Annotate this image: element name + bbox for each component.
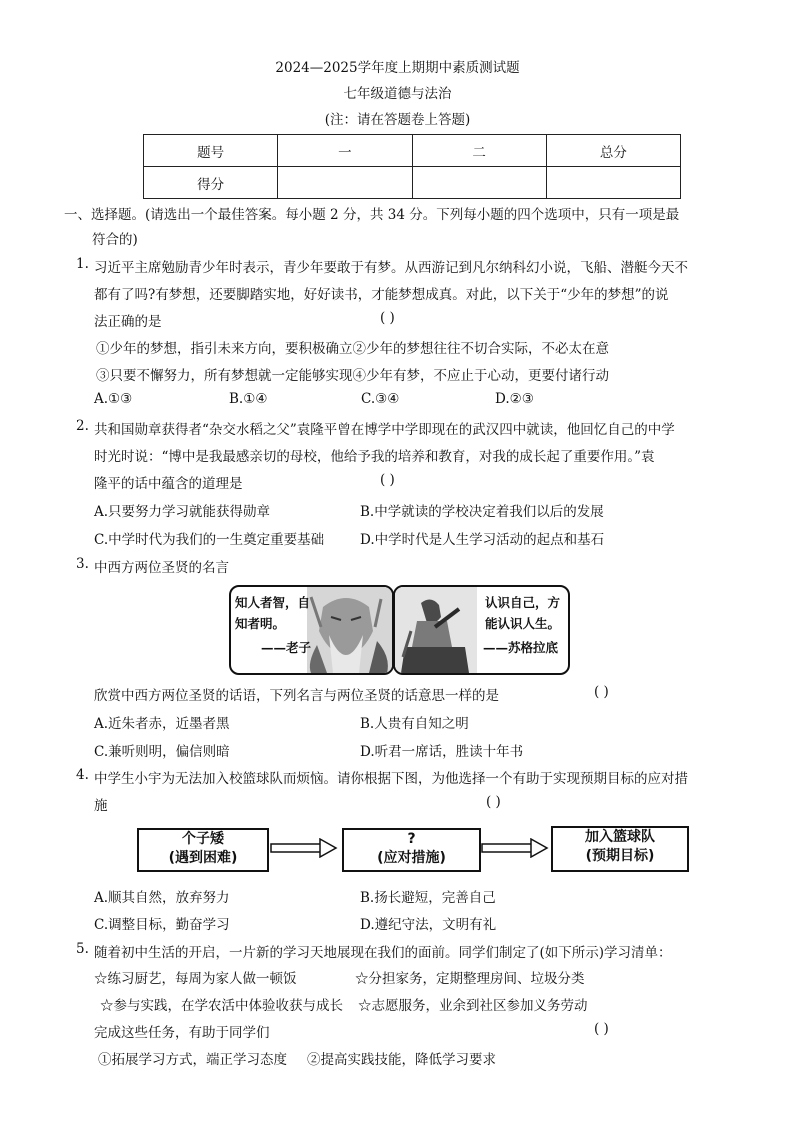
question-stem-line: 共和国勋章获得者“杂交水稻之父”袁隆平曾在博学中学即现在的武汉四中就读，他回忆自己的中学: [94, 422, 675, 438]
flow-box-title: 加入篮球队: [585, 829, 655, 845]
question-stem-line: 随着初中生活的开启，一片新的学习天地展现在我们的面前。同学们制定了(如下所示)学习清单：: [94, 945, 672, 961]
arrow-right-icon: [270, 838, 338, 858]
score-cell-part2: [412, 167, 546, 199]
exam-title: 2024—2025学年度上期期中素质测试题: [275, 60, 520, 76]
flow-box-subtitle: (遇到困难): [168, 850, 238, 866]
flow-box-title: ?: [407, 831, 416, 847]
task-list-item: ☆参与实践，在学农活中体验收获与成长: [100, 998, 343, 1014]
option-c: C.兼听则明，偏信则暗: [94, 744, 230, 760]
statement-line: ①少年的梦想，指引未来方向，要积极确立②少年的梦想往往不切合实际，不必太在意: [96, 341, 609, 357]
question-stem-line: 隆平的话中蕴含的道理是: [94, 476, 243, 492]
score-row-label: 得分: [144, 167, 278, 199]
question-number: 1.: [76, 256, 89, 272]
question-stem-line: 中西方两位圣贤的名言: [94, 560, 229, 576]
option-d: D.中学时代是人生学习活动的起点和基石: [360, 532, 605, 548]
score-table: [143, 134, 681, 199]
task-list-item: ☆分担家务，定期整理房间、垃圾分类: [355, 971, 585, 987]
answer-parenthesis: ( ): [380, 472, 395, 488]
option-a: A.①③: [94, 391, 133, 407]
section-heading-line1: 一、选择题。(请选出一个最佳答案。每小题 2 分，共 34 分。下列每小题的四个选项中，只有一项是最: [64, 207, 680, 223]
score-header-number: 题号: [144, 135, 278, 167]
option-a: A.近朱者赤，近墨者黑: [94, 716, 230, 732]
laozi-quote-line: 知者明。: [235, 616, 286, 631]
question-number: 3.: [76, 556, 89, 572]
answer-parenthesis: ( ): [380, 310, 395, 326]
laozi-quote-line: 知人者智，自: [235, 595, 311, 610]
exam-note: (注：请在答题卷上答题): [324, 112, 471, 128]
question-number: 2.: [76, 418, 89, 434]
laozi-attribution: ——老子: [261, 640, 312, 655]
option-a: A.只要努力学习就能获得勋章: [94, 504, 271, 520]
statement-line: ②提高实践技能，降低学习要求: [307, 1052, 496, 1068]
score-header-part2: 二: [412, 135, 546, 167]
option-a: A.顺其自然，放弃努力: [94, 890, 230, 906]
question-stem-line: 中学生小宇为无法加入校篮球队而烦恼。请你根据下图，为他选择一个有助于实现预期目标的应对措: [94, 771, 688, 787]
socrates-quote-line: 能认识人生。: [485, 616, 561, 631]
flow-box-title: 个子矮: [182, 831, 224, 847]
option-b: B.①④: [229, 391, 268, 407]
statement-line: ③只要不懈努力，所有梦想就一定能够实现④少年有梦，不应止于心动，更要付诸行动: [96, 368, 609, 384]
answer-parenthesis: ( ): [594, 1021, 609, 1037]
option-d: D.听君一席话，胜读十年书: [360, 744, 524, 760]
question-stem-line: 施: [94, 798, 108, 814]
laozi-quote-card: [229, 585, 394, 675]
socrates-quote-card: [393, 585, 570, 675]
option-b: B.中学就读的学校决定着我们以后的发展: [360, 504, 604, 520]
arrow-right-icon: [481, 838, 549, 858]
answer-parenthesis: ( ): [486, 794, 501, 810]
question-stem-line: 时光时说：“博中是我最感亲切的母校，他给予我的培养和教育，对我的成长起了重要作用。”袁: [94, 449, 655, 465]
option-d: D.遵纪守法，文明有礼: [360, 917, 497, 933]
option-c: C.③④: [361, 391, 400, 407]
statement-line: ①拓展学习方式，端正学习态度: [98, 1052, 287, 1068]
flow-box-measure: [342, 828, 481, 872]
option-b: B.扬长避短，完善自己: [360, 890, 496, 906]
socrates-attribution: ——苏格拉底: [483, 640, 559, 655]
socrates-quote-line: 认识自己，方: [485, 595, 561, 610]
flow-box-difficulty: [137, 828, 269, 872]
section-heading-line2: 符合的): [92, 232, 138, 248]
option-d: D.②③: [495, 391, 534, 407]
task-list-item: ☆练习厨艺，每周为家人做一顿饭: [94, 971, 297, 987]
option-c: C.中学时代为我们的一生奠定重要基础: [94, 532, 325, 548]
question-stem-line: 习近平主席勉励青少年时表示，青少年要敢于有梦。从西游记到凡尔纳科幻小说，飞船、潜艇今天不: [94, 260, 688, 276]
score-cell-total: [546, 167, 680, 199]
question-prompt: 完成这些任务，有助于同学们: [94, 1025, 270, 1041]
exam-subject: 七年级道德与法治: [343, 86, 452, 102]
option-c: C.调整目标，勤奋学习: [94, 917, 230, 933]
flow-box-goal: [551, 826, 689, 872]
question-number: 5.: [76, 941, 89, 957]
question-stem-line: 都有了吗?有梦想，还要脚踏实地，好好读书，才能梦想成真。对此，以下关于“少年的梦想”的说: [94, 287, 669, 303]
question-prompt: 欣赏中西方两位圣贤的话语，下列名言与两位圣贤的话意思一样的是: [94, 688, 499, 704]
flow-box-subtitle: (预期目标): [585, 848, 655, 864]
flow-box-subtitle: (应对措施): [377, 850, 446, 866]
question-number: 4.: [76, 767, 89, 783]
score-cell-part1: [278, 167, 412, 199]
option-b: B.人贵有自知之明: [360, 716, 469, 732]
question-stem-line: 法正确的是: [94, 314, 162, 330]
task-list-item: ☆志愿服务，业余到社区参加义务劳动: [358, 998, 588, 1014]
score-header-part1: 一: [278, 135, 412, 167]
answer-parenthesis: ( ): [594, 684, 609, 700]
score-header-total: 总分: [546, 135, 680, 167]
